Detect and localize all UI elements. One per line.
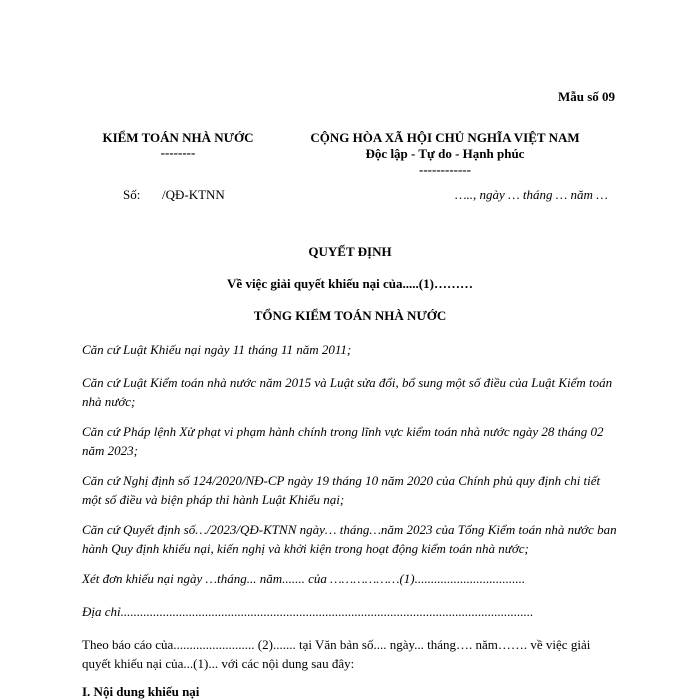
national-subtitle: Độc lập - Tự do - Hạnh phúc xyxy=(365,146,525,161)
address-line: Địa chỉ............................................................................................................................... xyxy=(82,604,534,619)
report-paragraph: Theo báo cáo của......................... (2)....... tại Văn bản số.... ngày... tháng…. năm……. về việc giải quyết khiếu nại của...(1)... với các nội dung sau đây: xyxy=(82,637,591,671)
document-title: QUYẾT ĐỊNH xyxy=(308,244,392,259)
reference-number-label: Số: xyxy=(123,187,141,202)
legal-basis-5: Căn cứ Quyết định số…/2023/QĐ-KTNN ngày… tháng…năm 2023 của Tổng Kiểm toán nhà nước ban hành Quy định khiếu nại, kiến nghị và khởi kiện trong hoạt động kiểm toán nhà nước; xyxy=(82,522,617,556)
reference-number-code: /QĐ-KTNN xyxy=(162,187,225,202)
date-line: ….., ngày … tháng … năm … xyxy=(455,187,608,202)
complaint-line: Xét đơn khiếu nại ngày …tháng... năm....... của ………………(1).................................. xyxy=(82,571,526,586)
document-subject: Về việc giải quyết khiếu nại của.....(1)……… xyxy=(227,276,473,291)
form-number: Mẫu số 09 xyxy=(558,89,616,104)
legal-basis-3: Căn cứ Pháp lệnh Xử phạt vi phạm hành chính trong lĩnh vực kiểm toán nhà nước ngày 28 tháng 02 năm 2023; xyxy=(82,424,604,458)
legal-basis-2: Căn cứ Luật Kiểm toán nhà nước năm 2015 và Luật sửa đổi, bổ sung một số điều của Luật Kiểm toán nhà nước; xyxy=(82,375,613,409)
national-underline: ------------ xyxy=(419,162,471,177)
section-heading: I. Nội dung khiếu nại xyxy=(82,684,200,699)
issuer-title: TỔNG KIỂM TOÁN NHÀ NƯỚC xyxy=(253,308,447,323)
legal-basis-1: Căn cứ Luật Khiếu nại ngày 11 tháng 11 năm 2011; xyxy=(82,342,352,357)
agency-name: KIỂM TOÁN NHÀ NƯỚC xyxy=(102,130,254,145)
legal-basis-4: Căn cứ Nghị định số 124/2020/NĐ-CP ngày 19 tháng 10 năm 2020 của Chính phủ quy định chi tiết một số điều và biện pháp thi hành Luật Khiếu nại; xyxy=(82,473,601,507)
national-title: CỘNG HÒA XÃ HỘI CHỦ NGHĨA VIỆT NAM xyxy=(310,130,580,145)
agency-underline: -------- xyxy=(160,145,196,160)
